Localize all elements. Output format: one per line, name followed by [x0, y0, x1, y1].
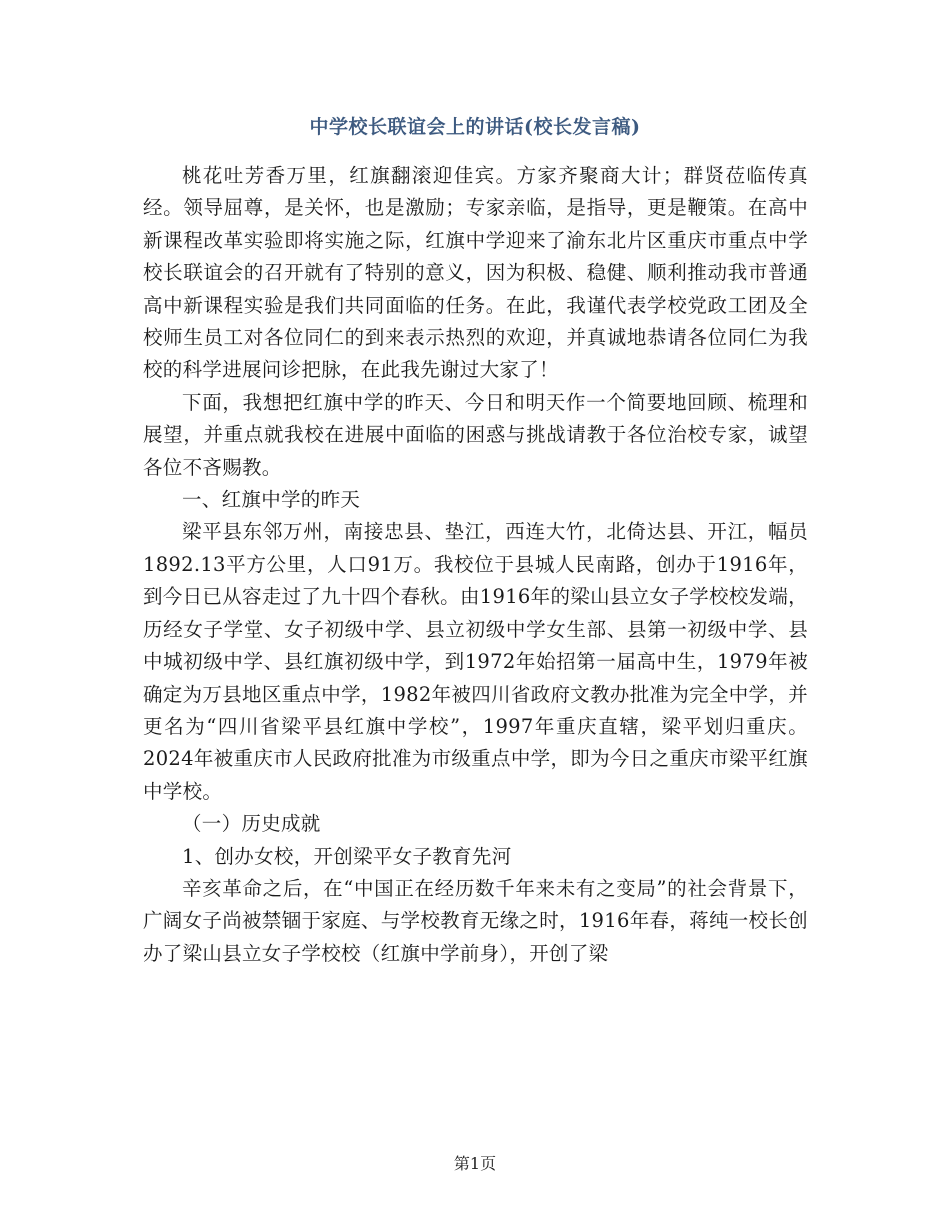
section-heading-yesterday: 一、红旗中学的昨天 — [182, 488, 361, 512]
subsection-heading-achievements: （一）历史成就 — [182, 812, 321, 836]
page-number: 第1页 — [453, 1154, 497, 1173]
document-body — [143, 160, 808, 970]
document-title: 中学校长联谊会上的讲话(校长发言稿) — [309, 116, 641, 138]
item-heading-girls-school: 1、创办女校，开创梁平女子教育先河 — [182, 844, 512, 868]
paragraph-intro: 下面，我想把红旗中学的昨天、今日和明天作一个简要地回顾、梳理和展望，并重点就我校在进展中面临的困惑与挑战请教于各位治校专家，诚望各位不吝赐教。 — [143, 390, 808, 479]
paragraph-history: 梁平县东邻万州，南接忠县、垫江，西连大竹，北倚达县、开江，幅员1892.13平方公里，人口91万。我校位于县城人民南路，创办于1916年，到今日已从容走过了九十四个春秋。由1916年的梁山县立女子学校校发端，历经女子学堂、女子初级中学、县立初级中学女生部、县第一初级中学、县中城初级中学、县红旗初级中学，到1972年始招第一届高中生，1979年被确定为万县地区重点中学，1982年被四川省政府文教办批准为完全中学，并更名为“四川省梁平县红旗中学校”，1997年重庆直辖，梁平划归重庆。2024年被重庆市人民政府批准为市级重点中学，即为今日之重庆市梁平红旗中学校。 — [143, 520, 808, 803]
paragraph-welcome: 桃花吐芳香万里，红旗翻滚迎佳宾。方家齐聚商大计；群贤莅临传真经。领导屈尊，是关怀，也是激励；专家亲临，是指导，更是鞭策。在高中新课程改革实验即将实施之际，红旗中学迎来了渝东北片区重庆市重点中学校长联谊会的召开就有了特别的意义，因为积极、稳健、顺利推动我市普通高中新课程实验是我们共同面临的任务。在此，我谨代表学校党政工团及全校师生员工对各位同仁的到来表示热烈的欢迎，并真诚地恭请各位同仁为我校的科学进展问诊把脉，在此我先谢过大家了！ — [143, 164, 808, 382]
paragraph-girls-school: 辛亥革命之后，在“中国正在经历数千年来未有之变局”的社会背景下，广阔女子尚被禁锢于家庭、与学校教育无缘之时，1916年春，蒋纯一校长创办了梁山县立女子学校校（红旗中学前身），开创了梁 — [143, 876, 808, 965]
